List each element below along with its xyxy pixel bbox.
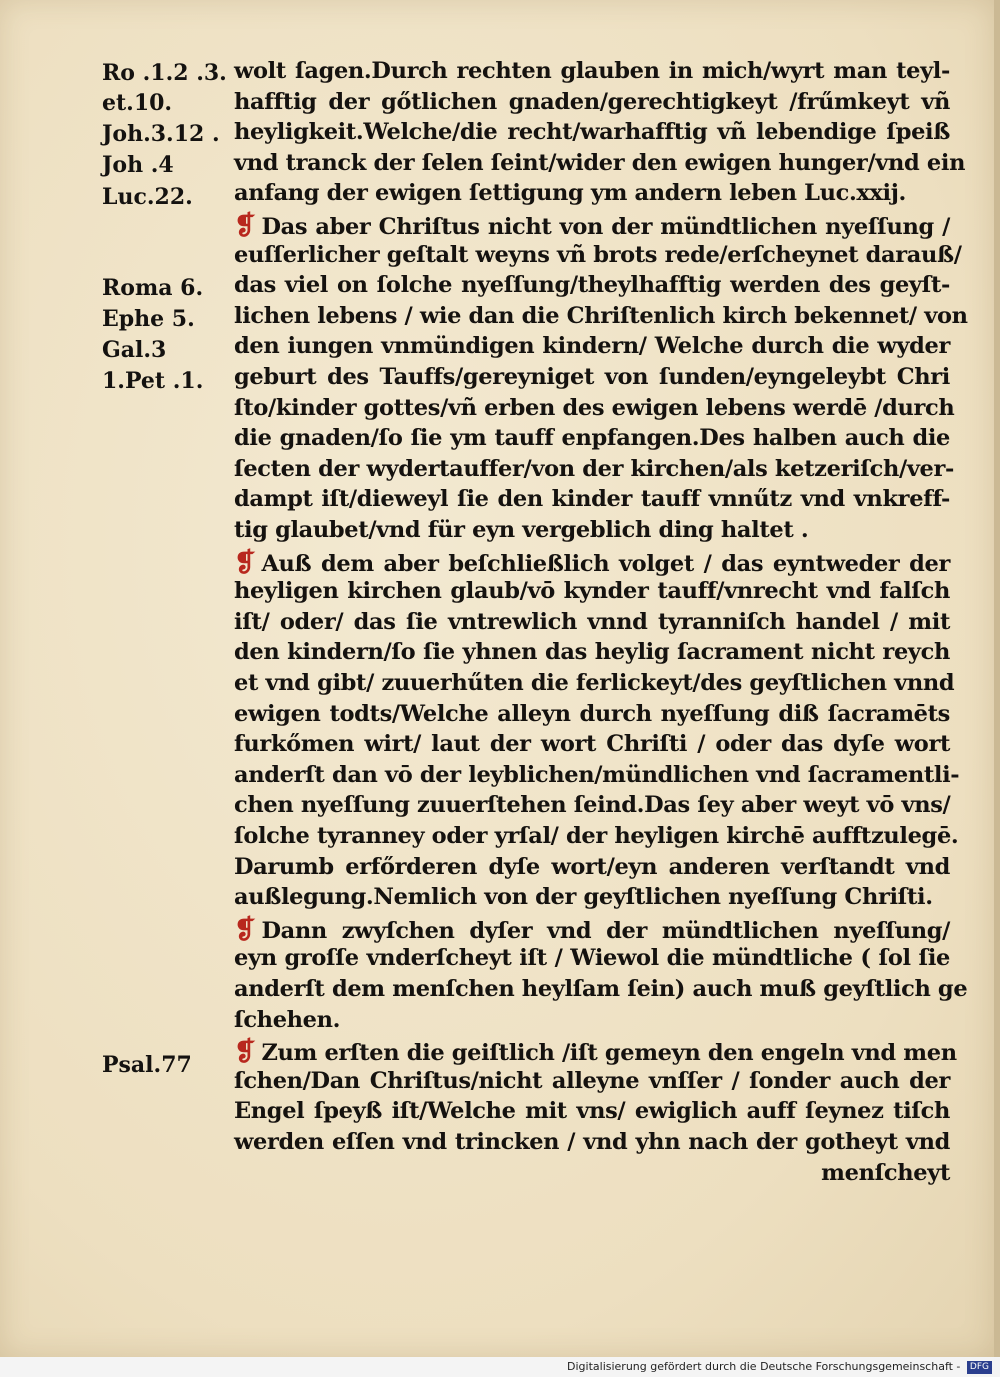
line-text: Das aber Chriſtus nicht von der mündtlichen nyeſſung / (261, 214, 950, 240)
text-line (234, 915, 950, 945)
text-line (234, 1129, 950, 1155)
margin-note: Luc.22. (102, 184, 193, 210)
text-line (234, 180, 950, 206)
line-text: lichen lebens / wie dan die Chriſtenlich kirch bekennet/ von (234, 302, 968, 329)
margin-note: Psal.77 (102, 1052, 192, 1078)
dfg-logo-icon: DFG (967, 1361, 992, 1374)
text-line (234, 1068, 950, 1094)
line-text: werden eſſen vnd trincken / vnd yhn nach der gotheyt vnd (234, 1129, 950, 1155)
line-text: ſto/kinder gottes/vñ erben des ewigen lebens werdē /durch (234, 394, 955, 421)
line-text: heyligkeit.Welche/die recht/warhafftig vñ lebendige ſpeiß (234, 119, 950, 146)
footer-credit: Digitalisierung gefördert durch die Deutsche Forschungsgemeinschaft - (567, 1360, 961, 1373)
margin-note: et.10. (102, 90, 173, 116)
line-text: chen nyeſſung zuuerſtehen ſeind.Das ſey aber weyt vō vns/ (234, 792, 951, 819)
line-text: Dann zwyſchen dyſer vnd der mündtlichen nyeſſung/ (261, 917, 950, 944)
text-line (234, 609, 950, 635)
text-line (234, 548, 950, 578)
text-line (234, 211, 950, 241)
text-line (234, 58, 950, 84)
line-text: Zum erſten die geiſtlich /iſt gemeyn den engeln vnd men (261, 1040, 957, 1067)
margin-note: Gal.3 (102, 337, 167, 363)
line-text: ſecten der wydertauffer/von der kirchen/als ketzeriſch/ver- (234, 455, 955, 482)
line-text: Auß dem aber beſchließlich volget / das eyntweder der (261, 550, 950, 577)
text-line (234, 884, 950, 910)
margin-note: 1.Pet .1. (102, 368, 204, 394)
line-text: heyligen kirchen glaub/vō kynder tauff/vnrecht vnd falſch (234, 578, 950, 605)
line-text: Darumb erfőrderen dyſe wort/eyn anderen verſtandt vnd (234, 853, 950, 880)
text-line (234, 364, 950, 390)
text-line (234, 394, 955, 421)
digitization-footer (0, 1357, 1000, 1377)
text-line (234, 945, 950, 971)
line-text: die gnaden/ſo ſie ym tauff enpfangen.Des halben auch die (234, 425, 950, 452)
text-line (234, 1007, 950, 1033)
line-text: iſt/ oder/ das ſie vntrewlich vnnd tyranniſch handel / mit (234, 608, 950, 635)
text-line (234, 639, 950, 665)
margin-note: Ro .1.2 .3. (102, 60, 227, 86)
margin-note: Joh.3.12 . (102, 121, 220, 147)
line-text: et vnd gibt/ zuuerhűten die ferlickeyt/des geyſtlichen vnnd (234, 670, 955, 696)
line-text: euſſerlicher geſtalt weyns vñ brots rede/erſcheynet darauß/ (234, 241, 962, 268)
text-line (234, 670, 955, 696)
line-text: wolt ſagen.Durch rechten glauben in mich/wyrt man teyl- (234, 58, 950, 84)
text-line (234, 149, 966, 176)
text-line (234, 761, 960, 788)
line-text: außlegung.Nemlich von der geyſtlichen nyeſſung Chriſti. (234, 884, 933, 911)
text-line (234, 455, 955, 482)
line-text: anderſt dem menſchen heylſam ſein) auch muß geyſtlich ge (234, 976, 968, 1002)
line-text: hafftig der gőtlichen gnaden/gerechtigkeyt /frűmkeyt vñ (234, 88, 950, 115)
line-text: ewigen todts/Welche alleyn durch nyeſſung diß ſacramēts (234, 700, 950, 727)
line-text: eyn groſſe vnderſcheyt iſt / Wiewol die mündtliche ( ſol ſie (234, 945, 950, 972)
text-line (234, 976, 968, 1002)
line-text: geburt des Tauffs/gereyniget von ſunden/eyngeleybt Chri (234, 364, 950, 390)
text-line (234, 119, 950, 145)
line-text: den iungen vnmündigen kindern/ Welche durch die wyder (234, 333, 950, 360)
margin-note: Roma 6. (102, 275, 204, 301)
line-text: anderſt dan vō der leyblichen/mündlichen vnd ſacramentli- (234, 761, 960, 788)
pilcrow-icon: ❡ (234, 547, 256, 578)
text-line (234, 333, 950, 359)
line-text: anfang der ewigen ſettigung ym andern leben Luc.xxij. (234, 180, 907, 207)
text-line (234, 1160, 950, 1186)
text-line (234, 1098, 950, 1124)
line-text: furkőmen wirt/ laut der wort Chriſti / oder das dyſe wort (234, 731, 950, 758)
line-text: den kindern/ſo ſie yhnen das heylig ſacrament nicht reych (234, 639, 950, 666)
margin-note: Ephe 5. (102, 306, 195, 332)
line-text: vnd tranck der ſelen ſeint/wider den ewigen hunger/vnd ein (234, 149, 966, 176)
pilcrow-icon: ❡ (234, 1037, 256, 1068)
text-line (234, 425, 950, 451)
line-text: ſchehen. (234, 1006, 341, 1033)
text-line (234, 854, 950, 880)
text-line (234, 731, 950, 757)
text-line (234, 517, 950, 543)
line-text: ſolche tyranney oder yrſal/ der heyligen kirchē aufftzulegē. (234, 823, 959, 849)
line-text: dampt iſt/dieweyl ſie den kinder tauff vnnűtz vnd vnkreff- (234, 486, 950, 513)
margin-note: Joh .4 (102, 152, 174, 178)
line-text: menſcheyt (821, 1159, 950, 1186)
text-line (234, 701, 950, 727)
line-text: tig glaubet/vnd für eyn vergeblich ding haltet . (234, 517, 809, 543)
line-text: ſchen/Dan Chriſtus/nicht alleyne vnſſer / ſonder auch der (234, 1067, 950, 1094)
text-line (234, 89, 950, 115)
text-line (234, 578, 950, 604)
text-line (234, 823, 959, 849)
text-line (234, 241, 962, 268)
text-line (234, 486, 950, 512)
pilcrow-icon: ❡ (234, 914, 256, 945)
text-line (234, 792, 950, 818)
line-text: Engel ſpeyß iſt/Welche mit vns/ ewiglich auff ſeynez tiſch (234, 1098, 950, 1125)
text-line (234, 272, 950, 298)
pilcrow-icon: ❡ (234, 211, 256, 241)
text-line (234, 302, 968, 329)
line-text: das viel on ſolche nyeſſung/theylhafftig werden des geyſt- (234, 272, 950, 299)
text-line (234, 1037, 957, 1068)
